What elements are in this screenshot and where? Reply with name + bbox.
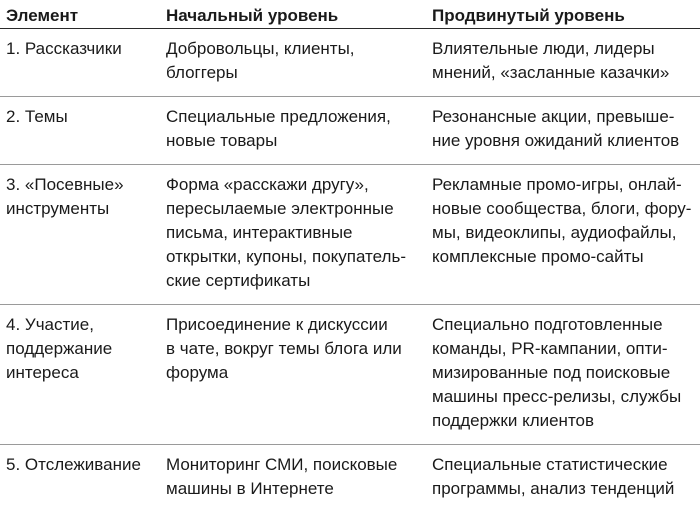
cell-advanced-text: Влиятельные люди, лидеры мнений, «засланные казачки» (432, 37, 700, 85)
cell-basic-text: Мониторинг СМИ, поисковые машины в Интернете (166, 453, 426, 501)
cell-basic-text: Специальные предложения, новые товары (166, 105, 426, 153)
cell-element-text: 1. Рассказчики (6, 37, 160, 61)
cell-element (0, 97, 160, 165)
cell-advanced-text: Специальные статистические программы, анализ тенденций (432, 453, 700, 501)
cell-element (0, 305, 160, 445)
cell-element (0, 29, 160, 97)
header-advanced-level: Продвинутый уровень (426, 0, 700, 29)
header-element: Элемент (0, 0, 160, 29)
cell-advanced-text: Резонансные акции, превыше- ние уровня ожиданий клиентов (432, 105, 700, 153)
table-row (0, 29, 700, 97)
cell-element-text: 2. Темы (6, 105, 160, 129)
cell-advanced (426, 305, 700, 445)
cell-advanced-text: Рекламные промо-игры, онлай- новые сообщества, блоги, фору- мы, видеоклипы, аудиофайлы, комплексные промо-сайты (432, 173, 700, 269)
table-row (0, 305, 700, 445)
cell-basic (160, 29, 426, 97)
cell-basic (160, 165, 426, 305)
cell-basic-text: Добровольцы, клиенты, блоггеры (166, 37, 426, 85)
cell-element (0, 165, 160, 305)
cell-basic (160, 445, 426, 512)
header-row (0, 0, 700, 29)
cell-element-text: 3. «Посевные» инструменты (6, 173, 160, 221)
cell-advanced (426, 29, 700, 97)
table-row (0, 445, 700, 512)
cell-basic (160, 97, 426, 165)
cell-advanced (426, 165, 700, 305)
cell-advanced (426, 445, 700, 512)
cell-element (0, 445, 160, 512)
table-row (0, 165, 700, 305)
table-row (0, 97, 700, 165)
cell-basic-text: Присоединение к дискуссии в чате, вокруг темы блога или форума (166, 313, 426, 385)
cell-advanced-text: Специально подготовленные команды, PR-кампании, опти- мизированные под поисковые машины пресс-релизы, службы поддержки клиентов (432, 313, 700, 433)
cell-advanced (426, 97, 700, 165)
cell-basic-text: Форма «расскажи другу», пересылаемые электронные письма, интерактивные открытки, купоны, покупатель- ские сертификаты (166, 173, 426, 293)
cell-basic (160, 305, 426, 445)
cell-element-text: 5. Отслеживание (6, 453, 160, 477)
header-basic-level: Начальный уровень (160, 0, 426, 29)
cell-element-text: 4. Участие, поддержание интереса (6, 313, 160, 385)
